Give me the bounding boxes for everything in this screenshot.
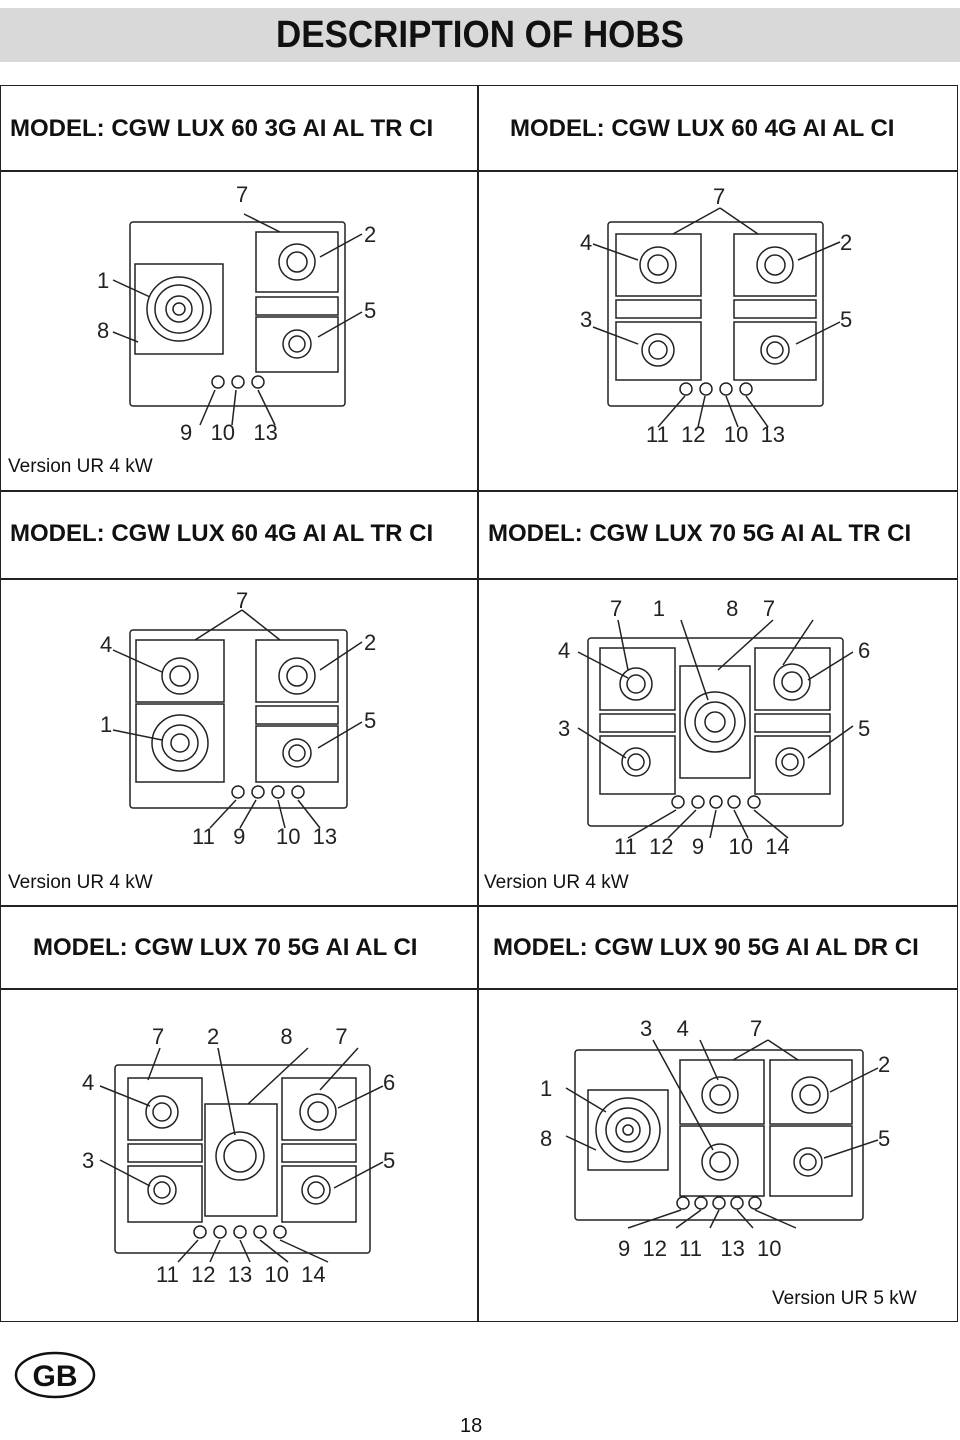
callout-bottom: 9 12 11 13 10: [618, 1236, 782, 1261]
model-title: MODEL: CGW LUX 60 3G AI AL TR CI: [10, 115, 434, 142]
callout-left-1: 4: [82, 1070, 95, 1095]
hob-diagram-5: [0, 1000, 476, 1300]
callout-bottom: 9 10 13: [180, 420, 278, 445]
callout-top: 7 1 8 7: [610, 596, 776, 621]
model-title: MODEL: CGW LUX 60 4G AI AL CI: [510, 115, 895, 142]
callout-right-1: 2: [878, 1052, 891, 1077]
callout-top: 3 4 7: [640, 1016, 763, 1041]
callout-bottom: 11 12 13 10 14: [156, 1262, 326, 1287]
hob-diagram-1: [0, 172, 476, 452]
table-divider: [0, 988, 958, 990]
callout-bottom: 11 12 9 10 14: [614, 834, 790, 859]
callout-top: 7 2 8 7: [152, 1024, 348, 1049]
page-title: DESCRIPTION OF HOBS: [276, 14, 684, 56]
callout-top: 7: [713, 184, 726, 209]
table-divider: [0, 905, 958, 907]
callout-right-1: 6: [383, 1070, 396, 1095]
callout-right-1: 2: [364, 222, 377, 247]
hob-diagram-3: [0, 580, 476, 870]
callout-left-1: 4: [580, 230, 593, 255]
hob-diagram-4: [478, 580, 958, 870]
callout-left-2: 8: [540, 1126, 553, 1151]
callout-right-2: 5: [364, 298, 377, 323]
page-title-bar: [0, 8, 960, 62]
callout-left-2: 3: [580, 307, 593, 332]
model-title: MODEL: CGW LUX 60 4G AI AL TR CI: [10, 520, 434, 547]
callout-left-1: 4: [558, 638, 571, 663]
callout-left-2: 3: [82, 1148, 95, 1173]
hob-diagram-2: [478, 172, 958, 452]
table-divider: [0, 490, 958, 492]
hob-diagram-6: [478, 1000, 958, 1270]
callout-right-2: 5: [840, 307, 853, 332]
callout-right-1: 6: [858, 638, 871, 663]
callout-right-1: 2: [840, 230, 853, 255]
model-title: MODEL: CGW LUX 70 5G AI AL CI: [33, 934, 418, 961]
callout-bottom: 11 12 10 13: [646, 422, 786, 447]
model-title: MODEL: CGW LUX 70 5G AI AL TR CI: [488, 520, 912, 547]
callout-right-2: 5: [878, 1126, 891, 1151]
callout-left-1: 4: [100, 632, 113, 657]
callout-top: 7: [236, 182, 249, 207]
callout-left-1: 1: [540, 1076, 553, 1101]
page-number: 18: [460, 1415, 483, 1437]
model-title: MODEL: CGW LUX 90 5G AI AL DR CI: [493, 934, 919, 961]
version-note: Version UR 4 kW: [8, 456, 153, 477]
version-note: Version UR 4 kW: [8, 872, 153, 893]
callout-left-2: 8: [97, 318, 110, 343]
version-note: Version UR 5 kW: [772, 1288, 917, 1309]
callout-right-2: 5: [858, 716, 871, 741]
callout-top: 7: [236, 588, 249, 613]
callout-left-2: 3: [558, 716, 571, 741]
callout-bottom: 11 9 10 13: [192, 824, 338, 849]
version-note: Version UR 4 kW: [484, 872, 629, 893]
callout-right-2: 5: [383, 1148, 396, 1173]
callout-left-1: 1: [97, 268, 110, 293]
callout-right-1: 2: [364, 630, 377, 655]
callout-left-2: 1: [100, 712, 113, 737]
country-badge: [14, 1351, 96, 1399]
callout-right-2: 5: [364, 708, 377, 733]
country-code: GB: [32, 1360, 78, 1393]
